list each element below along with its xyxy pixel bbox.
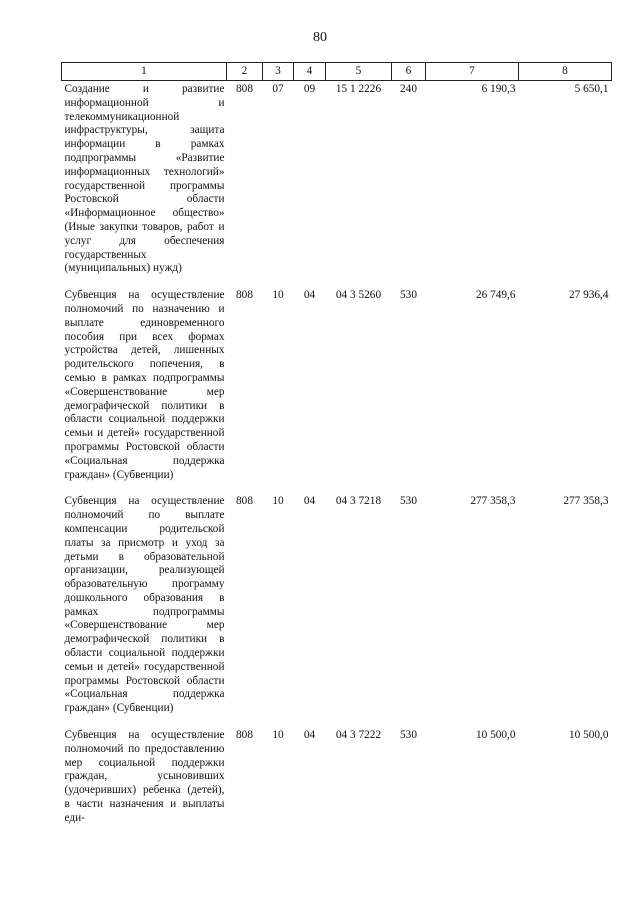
subsection-code: 09 — [303, 83, 316, 95]
sum-column-8: 27 936,4 — [568, 289, 609, 302]
ministry-code: 808 — [236, 289, 253, 302]
ministry-code: 808 — [236, 495, 253, 508]
target-code: 04 3 7222 — [335, 729, 382, 742]
header-cell: 7 — [426, 63, 519, 81]
sum-column-8: 5 650,1 — [574, 83, 609, 95]
row-description: Субвенция на осуществление полномочий по предоставлению мер социальной поддержки граждан, усыновивших (удочеривших) ребенка (детей), в части назначения и выплаты еди- — [64, 729, 225, 824]
target-code: 04 3 5260 — [335, 289, 382, 302]
ministry-code: 808 — [236, 83, 253, 95]
table-row — [62, 493, 612, 727]
sum-column-7: 10 500,0 — [475, 729, 516, 742]
header-cell: 5 — [326, 63, 392, 81]
ministry-code: 808 — [236, 729, 253, 742]
header-cell: 6 — [392, 63, 426, 81]
budget-table — [61, 62, 612, 837]
table-row — [62, 287, 612, 493]
section-code: 10 — [272, 729, 284, 742]
expense-type-code: 240 — [400, 83, 417, 95]
row-description: Создание и развитие информационной и телекоммуникационной инфраструктуры, защита информации в рамках подпрограммы «Развитие информационных технологий» государственной программы Ростовской области «Информационное общество» (Иные закупки товаров, работ и услуг для обеспечения государственных (муниципальных) нужд) — [64, 83, 225, 275]
header-cell: 8 — [519, 63, 612, 81]
sum-column-8: 277 358,3 — [563, 495, 609, 508]
subsection-code: 04 — [303, 729, 316, 742]
header-row — [62, 63, 612, 81]
sum-column-7: 277 358,3 — [470, 495, 516, 508]
sum-column-7: 26 749,6 — [475, 289, 516, 302]
target-code: 15 1 2226 — [335, 83, 382, 95]
row-description: Субвенция на осуществление полномочий по выплате компенсации родительской платы за присмотр и уход за детьми в образовательной организации, реализующей образовательную программу дошкольного образования в рамках подпрограммы «Совершенствование мер демографической политики в области социальной поддержки семьи и детей» государственной программы Ростовской области «Социальная поддержка граждан» (Субвенции) — [64, 495, 225, 715]
table-row — [62, 727, 612, 837]
subsection-code: 04 — [303, 289, 316, 302]
header-cell: 3 — [263, 63, 294, 81]
section-code: 10 — [272, 495, 284, 508]
page-number: 80 — [313, 30, 327, 45]
sum-column-8: 10 500,0 — [568, 729, 609, 742]
section-code: 10 — [272, 289, 284, 302]
header-cell: 2 — [227, 63, 263, 81]
expense-type-code: 530 — [400, 495, 417, 508]
subsection-code: 04 — [303, 495, 316, 508]
row-description: Субвенция на осуществление полномочий по назначению и выплате единовременного пособия при всех формах устройства детей, лишенных родительского попечения, в семью в рамках подпрограммы «Совершенствование мер демографической политики в области социальной поддержки семьи и детей» государственной программы Ростовской области «Социальная поддержка граждан» (Субвенции) — [64, 289, 225, 481]
expense-type-code: 530 — [400, 729, 417, 742]
sum-column-7: 6 190,3 — [481, 83, 516, 95]
section-code: 07 — [272, 83, 284, 95]
header-cell: 1 — [62, 63, 227, 81]
target-code: 04 3 7218 — [335, 495, 382, 508]
expense-type-code: 530 — [400, 289, 417, 302]
table-row — [62, 81, 612, 288]
header-cell: 4 — [294, 63, 326, 81]
